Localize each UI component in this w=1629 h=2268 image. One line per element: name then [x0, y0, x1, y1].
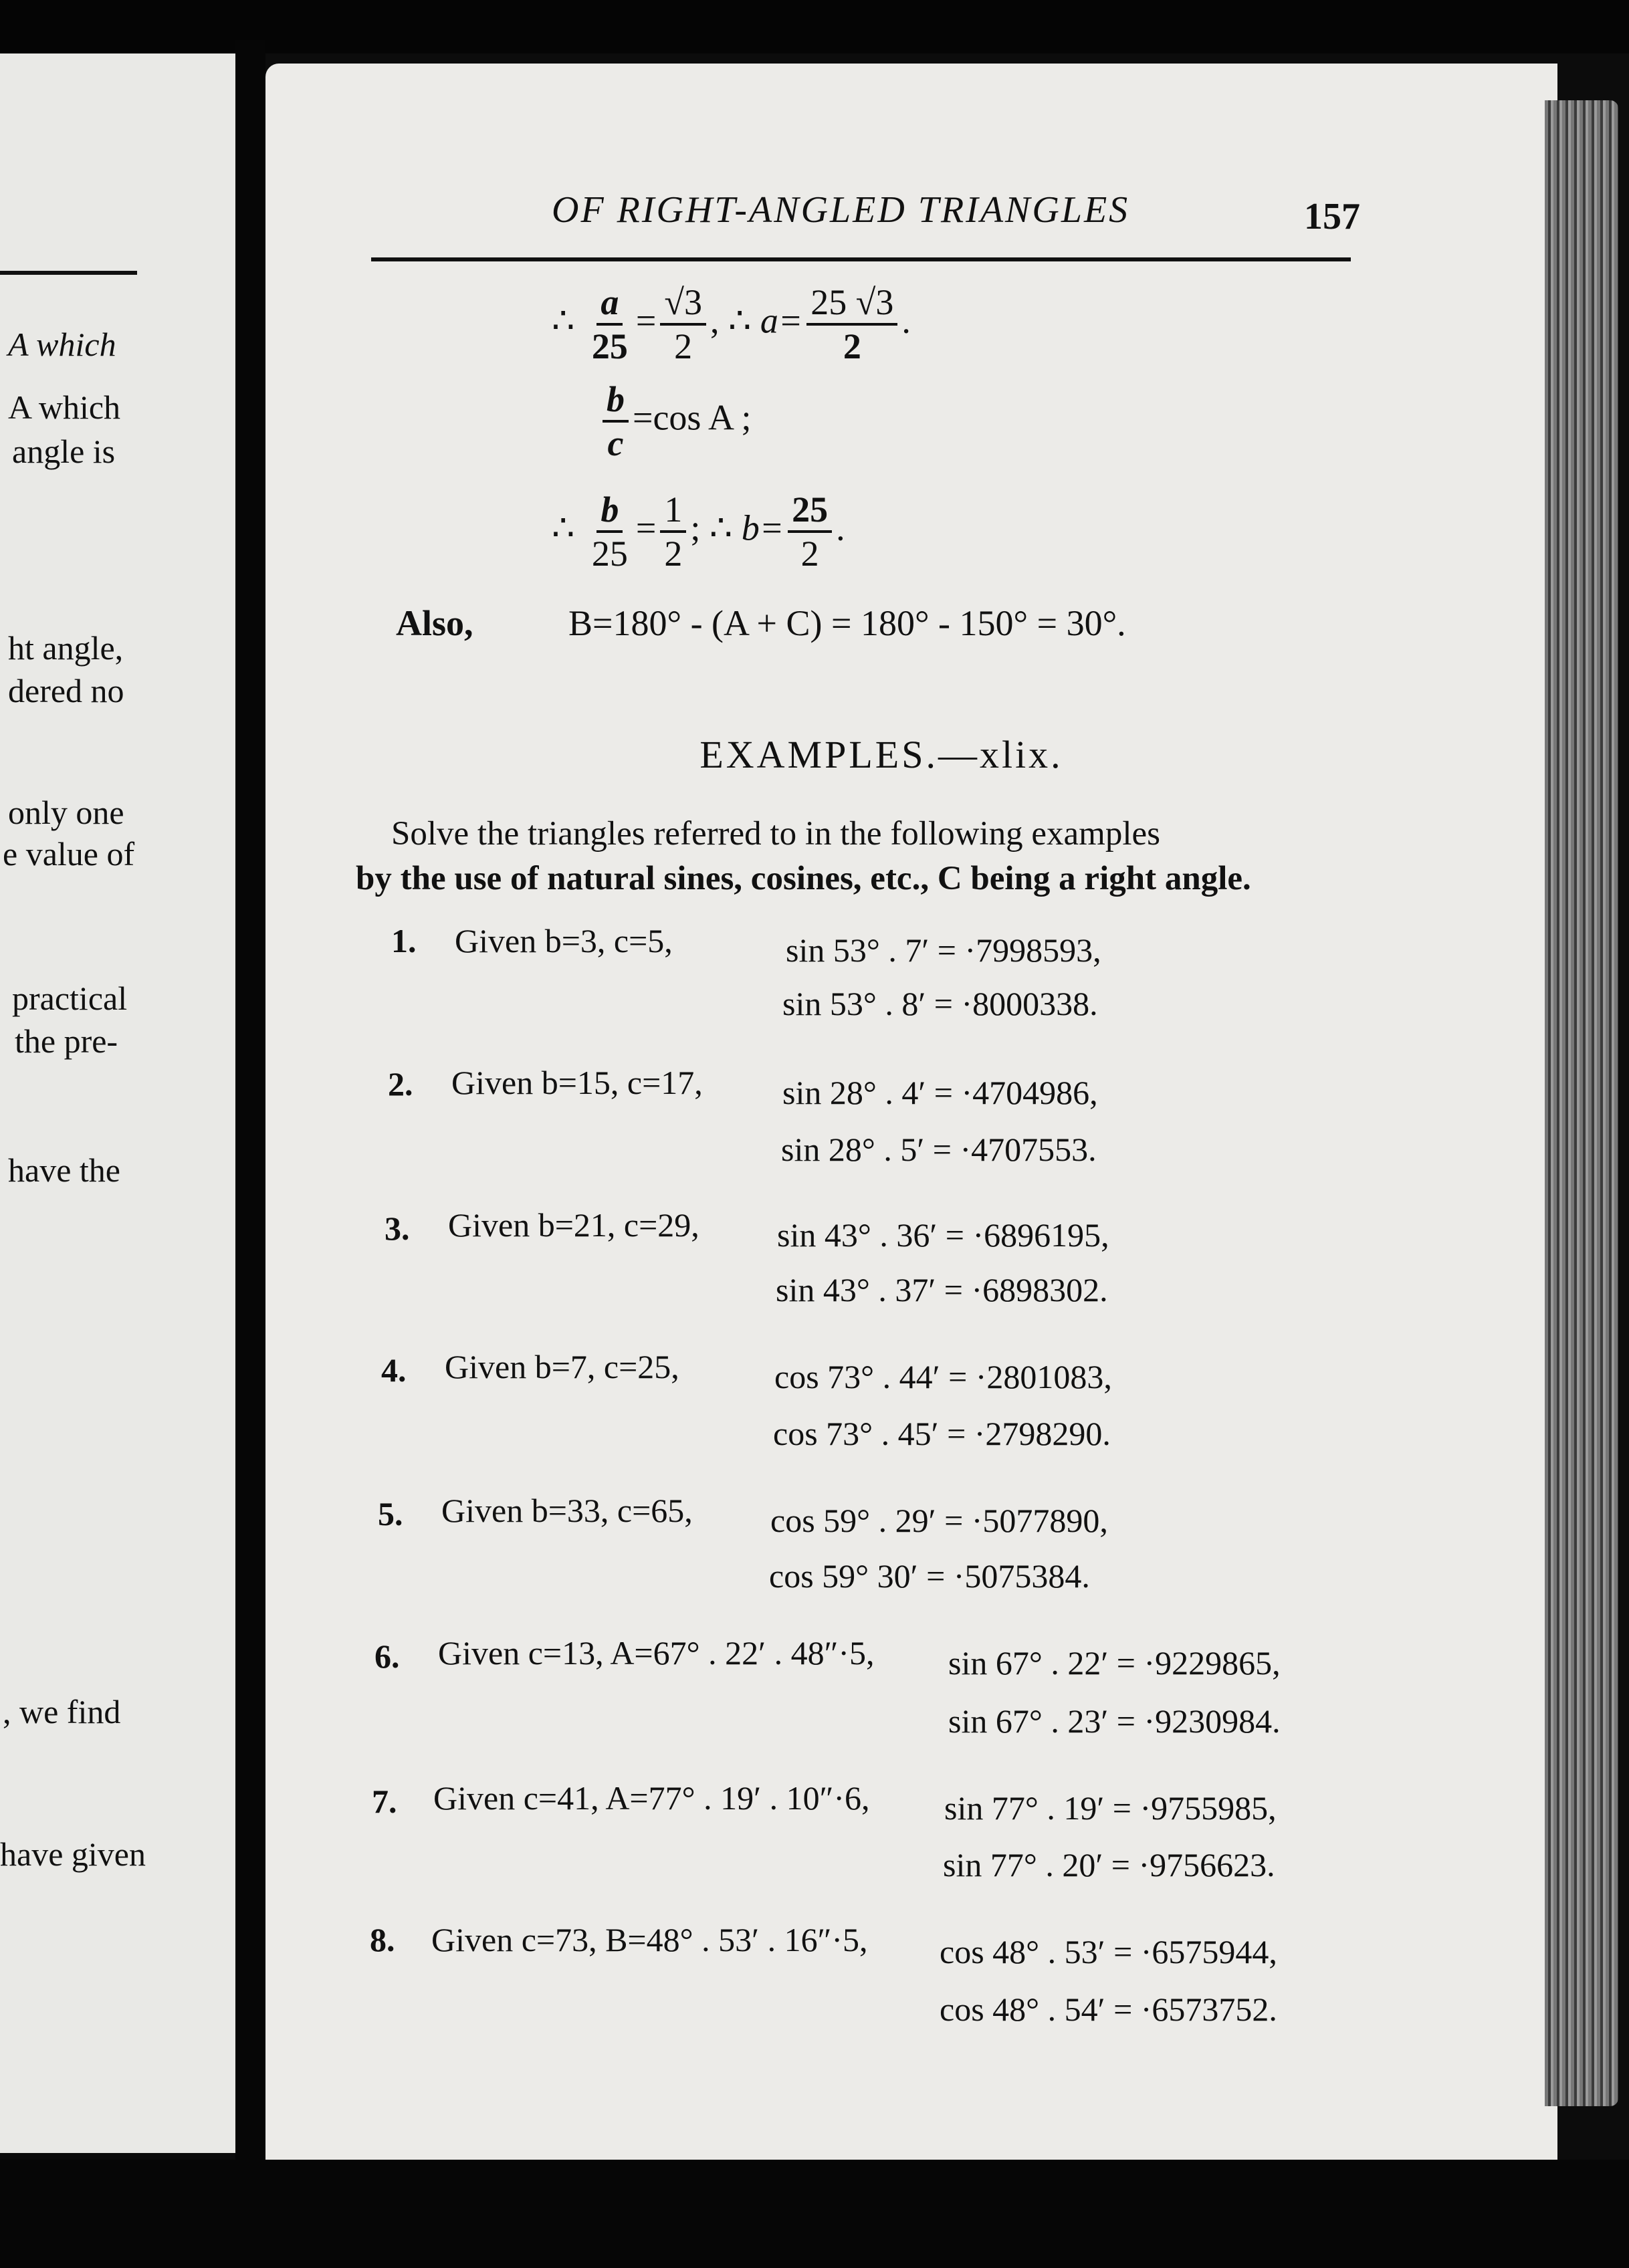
example-value-line1: cos 73° . 44′ = ·2801083,: [774, 1358, 1112, 1395]
left-fragment: e value of: [3, 835, 135, 873]
also-expression: B=180° - (A + C) = 180° - 150° = 30°.: [568, 603, 1126, 643]
example-given: Given b=15, c=17,: [451, 1064, 703, 1101]
also-label: Also,: [396, 603, 473, 643]
equation-a-over-25: ∴ $\frac{a}{25}$ = $\frac{√3}{2}$ , ∴ a= $\frac{25 √3}{2}$ .: [552, 282, 911, 366]
example-number: 5.: [378, 1495, 403, 1533]
example-given: Given c=13, A=67° . 22′ . 48″·5,: [438, 1634, 875, 1672]
example-value-line1: cos 48° . 53′ = ·6575944,: [940, 1933, 1277, 1970]
example-value-line2: sin 43° . 37′ = ·6898302.: [776, 1271, 1108, 1309]
scan-border-bottom: [0, 2160, 1629, 2268]
example-given: Given c=41, A=77° . 19′ . 10″·6,: [433, 1779, 870, 1817]
page-edges: [1545, 100, 1618, 2106]
left-fragment: the pre-: [15, 1022, 118, 1060]
example-given: Given b=7, c=25,: [445, 1348, 679, 1385]
header-rule: [371, 257, 1351, 261]
example-value-line2: sin 77° . 20′ = ·9756623.: [943, 1846, 1275, 1884]
example-value-line1: cos 59° . 29′ = ·5077890,: [770, 1502, 1108, 1539]
left-fragment: only one: [8, 794, 124, 831]
equation-b-over-25: ∴ $\frac{b}{25}$ = $\frac{1}{2}$ ; ∴ b= $\frac{25}{2}$ .: [552, 489, 845, 574]
examples-intro-line2: by the use of natural sines, cosines, etc., C being a right angle.: [356, 860, 1251, 897]
left-fragment: A which: [8, 326, 116, 363]
left-fragment: practical: [12, 980, 128, 1017]
left-page-rule: [0, 271, 137, 275]
example-number: 1.: [391, 922, 417, 959]
example-value-line2: sin 67° . 23′ = ·9230984.: [948, 1702, 1281, 1740]
left-fragment: dered no: [8, 672, 124, 709]
right-page: [265, 64, 1557, 2170]
example-given: Given b=33, c=65,: [441, 1492, 693, 1529]
example-number: 3.: [385, 1210, 410, 1247]
example-number: 7.: [372, 1783, 397, 1820]
book-gutter: [235, 40, 265, 2180]
page-number: 157: [1304, 196, 1360, 237]
example-value-line2: cos 48° . 54′ = ·6573752.: [940, 1991, 1277, 2028]
examples-title: EXAMPLES.—xlix.: [699, 733, 1063, 776]
left-fragment: , we find: [3, 1693, 121, 1730]
example-given: Given b=3, c=5,: [455, 922, 673, 959]
example-value-line2: sin 28° . 5′ = ·4707553.: [781, 1131, 1097, 1168]
example-value-line2: cos 59° 30′ = ·5075384.: [769, 1557, 1090, 1595]
example-value-line1: sin 28° . 4′ = ·4704986,: [782, 1074, 1098, 1111]
left-fragment: have the: [8, 1151, 120, 1189]
example-value-line1: sin 77° . 19′ = ·9755985,: [944, 1789, 1277, 1827]
example-value-line2: cos 73° . 45′ = ·2798290.: [773, 1415, 1111, 1452]
left-fragment: A which: [8, 388, 121, 426]
example-number: 8.: [370, 1921, 395, 1958]
left-fragment: angle is: [12, 433, 116, 470]
examples-intro-line1: Solve the triangles referred to in the following examples: [391, 815, 1160, 853]
example-value-line1: sin 67° . 22′ = ·9229865,: [948, 1644, 1281, 1682]
equation-b-over-c: $\frac{b}{c}$ =cos A ;: [599, 381, 751, 461]
example-value-line2: sin 53° . 8′ = ·8000338.: [782, 985, 1098, 1022]
left-fragment: ht angle,: [8, 629, 124, 667]
example-number: 2.: [388, 1065, 413, 1103]
example-given: Given c=73, B=48° . 53′ . 16″·5,: [431, 1921, 868, 1958]
running-title: OF RIGHT-ANGLED TRIANGLES: [552, 189, 1130, 231]
example-value-line1: sin 53° . 7′ = ·7998593,: [786, 931, 1101, 969]
example-given: Given b=21, c=29,: [448, 1206, 699, 1244]
example-value-line1: sin 43° . 36′ = ·6896195,: [777, 1216, 1109, 1254]
left-fragment: have given: [0, 1835, 146, 1873]
example-number: 4.: [381, 1351, 407, 1389]
example-number: 6.: [374, 1637, 400, 1675]
